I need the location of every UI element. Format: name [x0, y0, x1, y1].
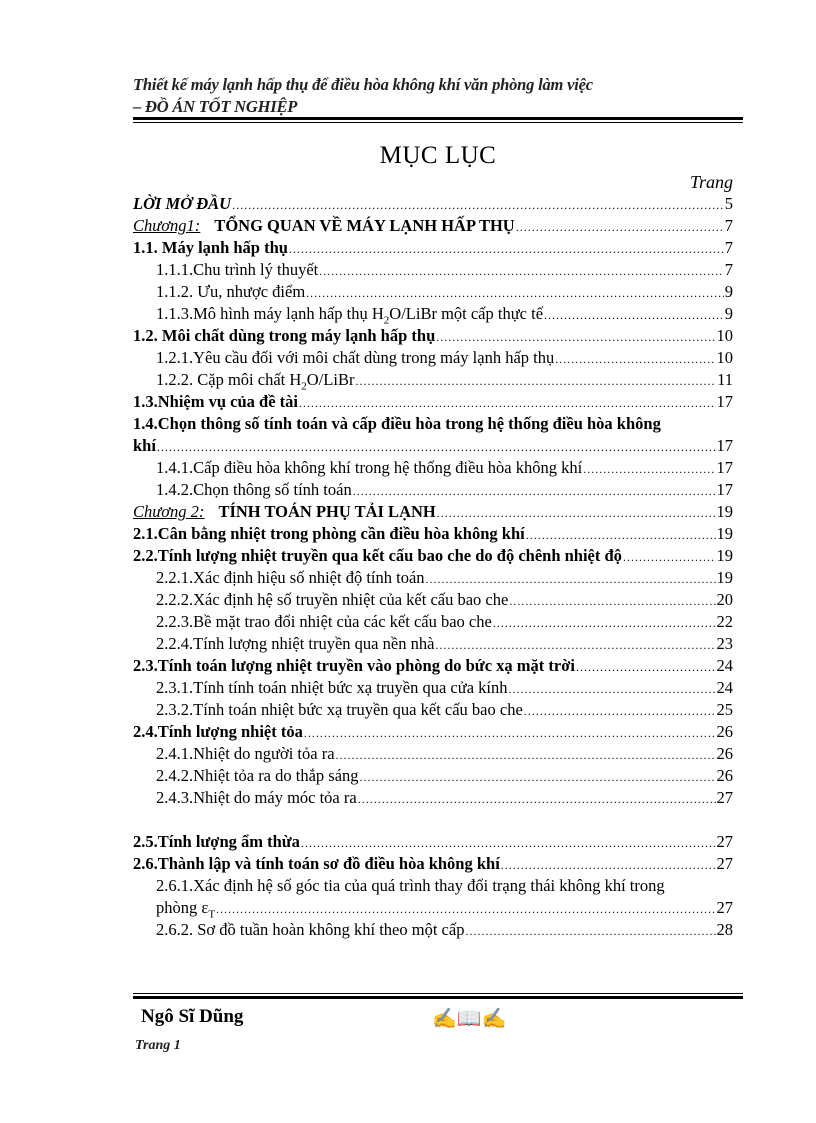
- toc-entry-page: 19: [716, 568, 733, 587]
- chapter-title: TÍNH TOÁN PHỤ TẢI LẠNH: [218, 502, 436, 521]
- toc-entry-text: 2.2.2.Xác định hệ số truyền nhiệt của kết cấu bao che: [156, 590, 509, 609]
- toc-entry-text: 2.5.Tính lượng ẩm thừa: [133, 832, 300, 851]
- dot-leader: [301, 832, 716, 854]
- toc-entry[interactable]: [133, 743, 733, 765]
- toc-entry-text: 2.6.Thành lập và tính toán sơ đồ điều hòa không khí: [133, 854, 500, 873]
- dot-leader: [509, 590, 715, 612]
- toc-entry-text: 2.6.1.Xác định hệ số góc tia của quá trình thay đổi trạng thái không khí trong: [156, 876, 665, 895]
- toc-entry[interactable]: [133, 919, 733, 941]
- toc-entry-text: 2.2.Tính lượng nhiệt truyền qua kết cấu bao che do độ chênh nhiệt độ: [133, 546, 622, 565]
- toc-entry[interactable]: [133, 765, 733, 787]
- dot-leader: [501, 854, 716, 876]
- toc-entry-text: 1.1.2. Ưu, nhược điểm: [156, 282, 306, 301]
- toc-entry[interactable]: [133, 633, 733, 655]
- chapter-title: TỔNG QUAN VỀ MÁY LẠNH HẤP THỤ: [214, 216, 515, 235]
- toc-entry-page: 26: [716, 744, 733, 763]
- toc-entry[interactable]: [133, 193, 733, 215]
- toc-entry-page: 9: [724, 282, 733, 301]
- dot-leader: [336, 744, 716, 766]
- toc-entry[interactable]: [133, 853, 733, 875]
- dot-leader: [544, 304, 724, 326]
- toc-entry-text: 2.4.2.Nhiệt tỏa ra do thắp sáng: [156, 766, 359, 785]
- dot-leader: [157, 436, 716, 458]
- toc-entry-page: 19: [716, 524, 733, 543]
- toc-entry[interactable]: [133, 325, 733, 347]
- toc-entry-text: 1.2. Môi chất dùng trong máy lạnh hấp thụ: [133, 326, 436, 345]
- footer-author: Ngô Sĩ Dũng: [141, 1006, 244, 1027]
- toc-entry-page: 11: [717, 370, 733, 389]
- toc-entry-text: 2.4.Tính lượng nhiệt tỏa: [133, 722, 303, 741]
- toc-entry-page: 27: [716, 788, 733, 807]
- dot-leader: [304, 722, 716, 744]
- toc-entry-page: 17: [716, 436, 733, 455]
- toc-entry-text: 2.3.1.Tính tính toán nhiệt bức xạ truyền qua cửa kính: [156, 678, 508, 697]
- footer-page-number: Trang 1: [135, 1038, 181, 1053]
- header-title: Thiết kế máy lạnh hấp thụ để điều hòa không khí văn phòng làm việc: [133, 75, 593, 94]
- chapter-number: Chương1:: [133, 216, 201, 235]
- header-rule-thin: [133, 122, 743, 123]
- toc-entry[interactable]: [133, 479, 733, 501]
- toc-entry-text: 2.6.2. Sơ đồ tuần hoàn không khí theo một cấp: [156, 920, 465, 939]
- toc-entry-page: 23: [716, 634, 733, 653]
- dot-leader: [353, 480, 716, 502]
- toc-entry[interactable]: [133, 545, 733, 567]
- chapter-number: Chương 2:: [133, 502, 205, 521]
- header-tag: – ĐỒ ÁN TỐT NGHIỆP: [133, 97, 298, 116]
- toc-entry-text: 2.4.3.Nhiệt do máy móc tỏa ra: [156, 788, 357, 807]
- dot-leader: [289, 238, 724, 260]
- header-rule-thick: [133, 117, 743, 120]
- dot-leader: [319, 260, 724, 282]
- dot-leader: [493, 612, 716, 634]
- toc-entry-page: 7: [724, 238, 733, 257]
- toc-entry-text: 2.2.1.Xác định hiệu số nhiệt độ tính toán: [156, 568, 425, 587]
- toc-entry[interactable]: [133, 677, 733, 699]
- dot-leader: [555, 348, 715, 370]
- toc-entry-page: 27: [716, 854, 733, 873]
- toc-entry[interactable]: [133, 589, 733, 611]
- toc-entry-page: 27: [716, 832, 733, 851]
- dot-leader: [358, 788, 716, 810]
- toc-entry-text: LỜI MỞ ĐẦU: [133, 194, 232, 213]
- toc-entry-text-cont: khí: [133, 436, 156, 455]
- toc-entry[interactable]: [133, 655, 733, 677]
- dot-leader: [623, 546, 716, 568]
- toc-entry-page: 19: [716, 546, 733, 565]
- dot-leader: [232, 194, 724, 216]
- toc-entry-page: 26: [716, 722, 733, 741]
- toc-entry[interactable]: [133, 303, 733, 325]
- toc-entry-text: 1.4.1.Cấp điều hòa không khí trong hệ thống điều hòa không khí: [156, 458, 583, 477]
- toc-entry-text: 2.2.4.Tính lượng nhiệt truyền qua nền nhà: [156, 634, 435, 653]
- toc-entry[interactable]: [133, 347, 733, 369]
- toc-entry[interactable]: [133, 611, 733, 633]
- dot-leader: [508, 678, 715, 700]
- dot-leader: [360, 766, 716, 788]
- dot-leader: [299, 392, 716, 414]
- toc-entry-page: 19: [716, 502, 733, 521]
- toc-entry-page: 25: [716, 700, 733, 719]
- toc-entry-page: 24: [716, 678, 733, 697]
- toc-entry-text: 1.1.3.Mô hình máy lạnh hấp thụ $H_2O$/LiBr một cấp thực tế: [156, 304, 544, 327]
- dot-leader: [524, 700, 716, 722]
- toc-entry-text: 1.3.Nhiệm vụ của đề tài: [133, 392, 298, 411]
- dot-leader: [437, 502, 716, 524]
- toc-entry-text-cont: phòng $\varepsilon_T$: [156, 898, 216, 921]
- toc-entry[interactable]: [133, 699, 733, 721]
- toc-entry[interactable]: [133, 787, 733, 809]
- toc-entry-page: 10: [716, 348, 733, 367]
- toc-entry[interactable]: [133, 523, 733, 545]
- book-pen-icon: ✍📖✍: [432, 1008, 507, 1030]
- toc-entry-page: 22: [716, 612, 733, 631]
- toc-entry-page: 26: [716, 766, 733, 785]
- page-column-label: Trang: [689, 172, 733, 192]
- dot-leader: [306, 282, 724, 304]
- toc-entry-page: 5: [724, 194, 733, 213]
- toc-entry-text: 2.3.2.Tính toán nhiệt bức xạ truyền qua kết cấu bao che: [156, 700, 523, 719]
- running-header: [133, 74, 738, 118]
- toc-entry-text: 1.2.1.Yêu cầu đối với môi chất dùng trong máy lạnh hấp thụ: [156, 348, 555, 367]
- toc-entry-page: 27: [716, 898, 733, 917]
- blank-line: [133, 809, 733, 831]
- footer-rule-thin: [133, 993, 743, 994]
- toc-entry-text: 1.4.2.Chọn thông số tính toán: [156, 480, 352, 499]
- toc-entry-text: 2.3.Tính toán lượng nhiệt truyền vào phòng do bức xạ mặt trời: [133, 656, 575, 675]
- toc-entry[interactable]: [133, 567, 733, 589]
- dot-leader: [435, 634, 715, 656]
- toc-entry-page: 7: [724, 216, 733, 235]
- dot-leader: [216, 898, 715, 920]
- toc-entry-page: 10: [716, 326, 733, 345]
- toc-entry-text: 2.1.Cân bằng nhiệt trong phòng cần điều hòa không khí: [133, 524, 525, 543]
- toc-entry[interactable]: [133, 721, 733, 743]
- toc-title: MỤC LỤC: [379, 142, 497, 169]
- dot-leader: [436, 326, 715, 348]
- toc-entry-text: 1.1.1.Chu trình lý thuyết: [156, 260, 319, 279]
- toc-chapter[interactable]: [133, 501, 733, 523]
- toc-entry[interactable]: [133, 369, 733, 391]
- footer-rule-thick: [133, 996, 743, 999]
- dot-leader: [583, 458, 715, 480]
- toc-entry-text: 1.2.2. Cặp môi chất $H_2O$/LiBr: [156, 370, 355, 393]
- dot-leader: [465, 920, 715, 942]
- toc-entry-wrapped[interactable]: [133, 875, 733, 919]
- toc-entry[interactable]: [133, 237, 733, 259]
- toc-entry-page: 9: [724, 304, 733, 323]
- toc-entry[interactable]: [133, 391, 733, 413]
- toc-entry-page: 28: [716, 920, 733, 939]
- dot-leader: [576, 656, 716, 678]
- toc-chapter[interactable]: [133, 215, 733, 237]
- toc-entry-wrapped[interactable]: [133, 413, 733, 457]
- toc-entry-text: 2.4.1.Nhiệt do người tỏa ra: [156, 744, 335, 763]
- toc-entry-page: 24: [716, 656, 733, 675]
- toc-entry-page: 17: [716, 458, 733, 477]
- toc-entry-page: 7: [724, 260, 733, 279]
- toc-entry[interactable]: [133, 259, 733, 281]
- toc-entry-page: 20: [716, 590, 733, 609]
- toc-entry-text: 1.1. Máy lạnh hấp thụ: [133, 238, 288, 257]
- toc-entry-text: 1.4.Chọn thông số tính toán và cấp điều hòa trong hệ thống điều hòa không: [133, 414, 661, 433]
- toc-entry-page: 17: [716, 392, 733, 411]
- toc-entry[interactable]: [133, 831, 733, 853]
- toc-entry-text: 2.2.3.Bề mặt trao đổi nhiệt của các kết cấu bao che: [156, 612, 492, 631]
- toc-entry-page: 17: [716, 480, 733, 499]
- toc-entry[interactable]: [133, 281, 733, 303]
- toc-entry[interactable]: [133, 457, 733, 479]
- dot-leader: [426, 568, 716, 590]
- dot-leader: [516, 216, 724, 238]
- table-of-contents: [133, 193, 733, 941]
- dot-leader: [526, 524, 716, 546]
- dot-leader: [355, 370, 716, 392]
